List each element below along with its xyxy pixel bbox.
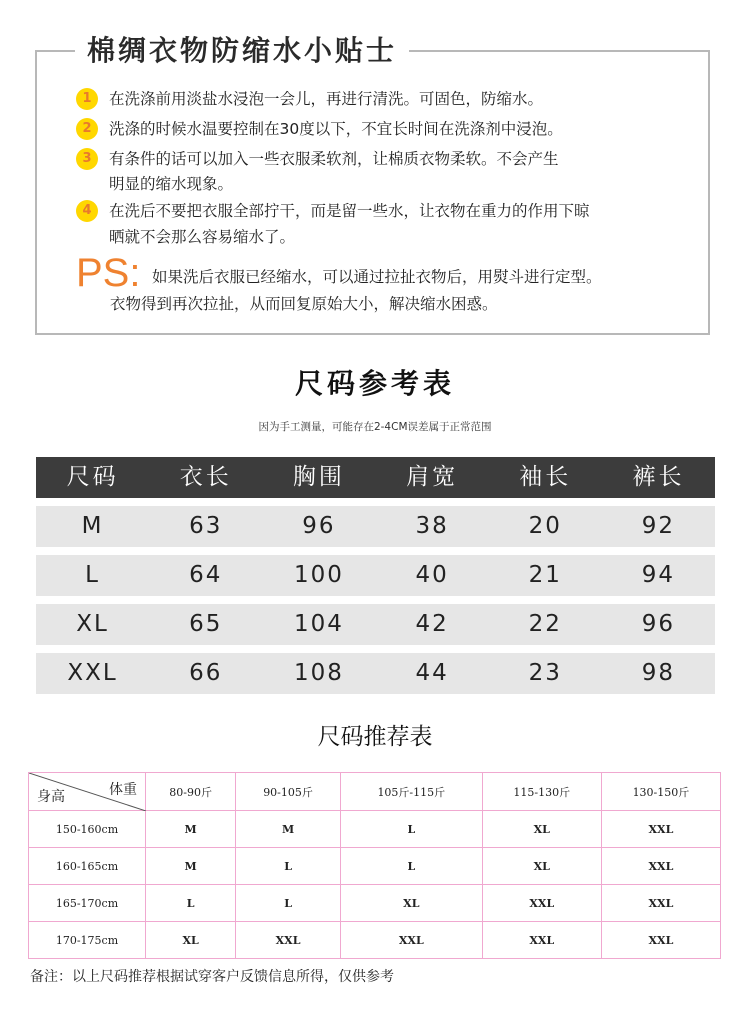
header-cell: 衣长 [179, 464, 232, 490]
recommend-row [29, 885, 721, 922]
tip-text: 在洗后不要把衣服全部拧干，而是留一些水，让衣物在重力的作用下晾 [109, 202, 590, 220]
size-cell: 66 [189, 660, 223, 686]
size-cell: 104 [293, 611, 344, 637]
tips-title: 棉绸衣物防缩水小贴士 [75, 34, 409, 68]
ps-line: 如果洗后衣服已经缩水，可以通过拉扯衣物后，用熨斗进行定型。 [152, 268, 602, 286]
size-cell: 92 [641, 513, 676, 539]
size-table-row [36, 506, 715, 547]
tip-number-badge: 4 [76, 200, 98, 222]
size-value: XXL [601, 848, 720, 885]
size-cell: 65 [189, 611, 223, 637]
size-cell: 96 [641, 611, 676, 637]
weight-label: 体重 [109, 782, 137, 798]
size-value: XXL [601, 885, 720, 922]
height-cell: 165-170cm [29, 885, 146, 922]
size-cell: 94 [641, 562, 676, 588]
size-cell: 38 [415, 513, 449, 539]
size-value: XL [482, 848, 601, 885]
size-value: XXL [482, 922, 601, 959]
tip-text: 在洗涤前用淡盐水浸泡一会儿，再进行清洗。可固色，防缩水。 [109, 90, 544, 108]
recommend-row [29, 811, 721, 848]
size-value: XXL [482, 885, 601, 922]
size-value: XL [340, 885, 482, 922]
weight-header: 130-150斤 [601, 773, 720, 811]
header-cell: 肩宽 [406, 464, 459, 490]
tip-text: 晒就不会那么容易缩水了。 [109, 228, 296, 246]
size-cell: 42 [415, 611, 449, 637]
size-cell: 98 [641, 660, 676, 686]
corner-cell [29, 773, 146, 811]
size-cell: 64 [189, 562, 223, 588]
tip-number-badge: 3 [76, 148, 98, 170]
tip-text: 洗涤的时候水温要控制在30度以下，不宜长时间在洗涤剂中浸泡。 [109, 120, 563, 138]
weight-header: 90-105斤 [236, 773, 341, 811]
recommend-title: 尺码推荐表 [317, 724, 433, 750]
recommend-row [29, 922, 721, 959]
size-table-header [36, 457, 715, 498]
size-value: L [146, 885, 236, 922]
height-cell: 170-175cm [29, 922, 146, 959]
recommend-table [28, 772, 721, 959]
size-value: XL [482, 811, 601, 848]
size-value: L [236, 885, 341, 922]
size-table-title: 尺码参考表 [294, 367, 455, 400]
size-table-row [36, 604, 715, 645]
size-value: M [146, 848, 236, 885]
size-cell: 22 [528, 611, 562, 637]
size-cell: 20 [528, 513, 562, 539]
weight-header: 115-130斤 [482, 773, 601, 811]
height-cell: 160-165cm [29, 848, 146, 885]
size-value: L [236, 848, 341, 885]
size-cell: 96 [302, 513, 336, 539]
size-value: XXL [340, 922, 482, 959]
size-value: L [340, 811, 482, 848]
weight-header: 105斤-115斤 [340, 773, 482, 811]
ps-mark: PS: [76, 251, 141, 295]
size-table-row [36, 653, 715, 694]
ps-line: 衣物得到再次拉扯，从而回复原始大小，解决缩水困惑。 [110, 295, 498, 313]
height-cell: 150-160cm [29, 811, 146, 848]
tip-text: 有条件的话可以加入一些衣服柔软剂，让棉质衣物柔软。不会产生 [109, 150, 559, 168]
size-cell: 40 [415, 562, 449, 588]
size-cell: L [85, 562, 100, 588]
size-value: XXL [601, 922, 720, 959]
size-cell: XL [76, 611, 109, 637]
footnote: 备注：以上尺码推荐根据试穿客户反馈信息所得，仅供参考 [30, 969, 394, 985]
height-label: 身高 [37, 789, 65, 805]
size-table-row [36, 555, 715, 596]
size-value: XXL [236, 922, 341, 959]
size-table-note: 因为手工测量，可能存在2-4CM误差属于正常范围 [258, 421, 492, 433]
header-cell: 裤长 [632, 464, 685, 490]
tip-text: 明显的缩水现象。 [109, 175, 234, 193]
tip-number-badge: 2 [76, 118, 98, 140]
size-cell: 100 [293, 562, 344, 588]
weight-header: 80-90斤 [146, 773, 236, 811]
size-cell: M [81, 513, 104, 539]
header-cell: 胸围 [292, 464, 345, 490]
size-value: XL [146, 922, 236, 959]
size-value: M [236, 811, 341, 848]
size-cell: XXL [67, 660, 118, 686]
recommend-header-row [29, 773, 721, 811]
size-value: XXL [601, 811, 720, 848]
header-cell: 袖长 [519, 464, 572, 490]
tip-number-badge: 1 [76, 88, 98, 110]
ps-text [110, 264, 602, 318]
size-value: M [146, 811, 236, 848]
size-cell: 23 [528, 660, 562, 686]
recommend-row [29, 848, 721, 885]
size-cell: 108 [293, 660, 344, 686]
size-cell: 63 [189, 513, 223, 539]
size-value: L [340, 848, 482, 885]
size-cell: 21 [528, 562, 562, 588]
size-cell: 44 [415, 660, 449, 686]
header-cell: 尺码 [66, 464, 119, 490]
